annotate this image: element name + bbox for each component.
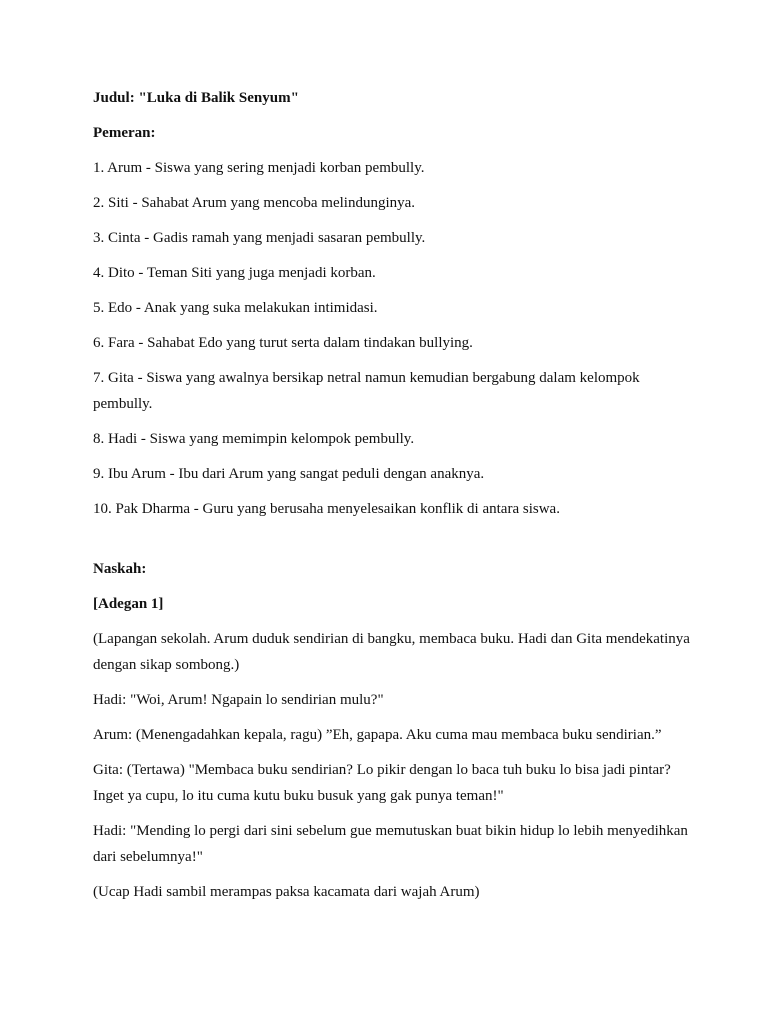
script-line: Hadi: "Woi, Arum! Ngapain lo sendirian mulu?" [93, 692, 384, 708]
cast-item: 9. Ibu Arum - Ibu dari Arum yang sangat peduli dengan anaknya. [93, 466, 485, 482]
scene-heading: [Adegan 1] [93, 596, 164, 612]
cast-item: 7. Gita - Siswa yang awalnya bersikap netral namun kemudian bergabung dalam kelompok pembully. [93, 370, 640, 412]
cast-item: 3. Cinta - Gadis ramah yang menjadi sasaran pembully. [93, 230, 426, 246]
cast-item: 1. Arum - Siswa yang sering menjadi korban pembully. [93, 160, 425, 176]
script-heading: Naskah: [93, 561, 147, 577]
script-line: (Lapangan sekolah. Arum duduk sendirian di bangku, membaca buku. Hadi dan Gita mendekatinya dengan sikap sombong.) [93, 631, 690, 673]
cast-item: 8. Hadi - Siswa yang memimpin kelompok pembully. [93, 431, 415, 447]
cast-item: 4. Dito - Teman Siti yang juga menjadi korban. [93, 265, 376, 281]
document-page [93, 85, 693, 914]
cast-item: 5. Edo - Anak yang suka melakukan intimidasi. [93, 300, 378, 316]
script-line: Arum: (Menengadahkan kepala, ragu) ”Eh, gapapa. Aku cuma mau membaca buku sendirian.” [93, 727, 662, 743]
script-line: (Ucap Hadi sambil merampas paksa kacamata dari wajah Arum) [93, 884, 480, 900]
cast-item: 10. Pak Dharma - Guru yang berusaha menyelesaikan konflik di antara siswa. [93, 501, 560, 517]
cast-item: 2. Siti - Sahabat Arum yang mencoba melindunginya. [93, 195, 416, 211]
script-line: Gita: (Tertawa) "Membaca buku sendirian? Lo pikir dengan lo baca tuh buku lo bisa jadi pintar? Inget ya cupu, lo itu cuma kutu buku busuk yang gak punya teman!" [93, 762, 671, 804]
script-line: Hadi: "Mending lo pergi dari sini sebelum gue memutuskan buat bikin hidup lo lebih menyedihkan dari sebelumnya!" [93, 823, 688, 865]
cast-heading: Pemeran: [93, 125, 156, 141]
cast-item: 6. Fara - Sahabat Edo yang turut serta dalam tindakan bullying. [93, 335, 473, 351]
document-title: Judul: "Luka di Balik Senyum" [93, 90, 299, 106]
